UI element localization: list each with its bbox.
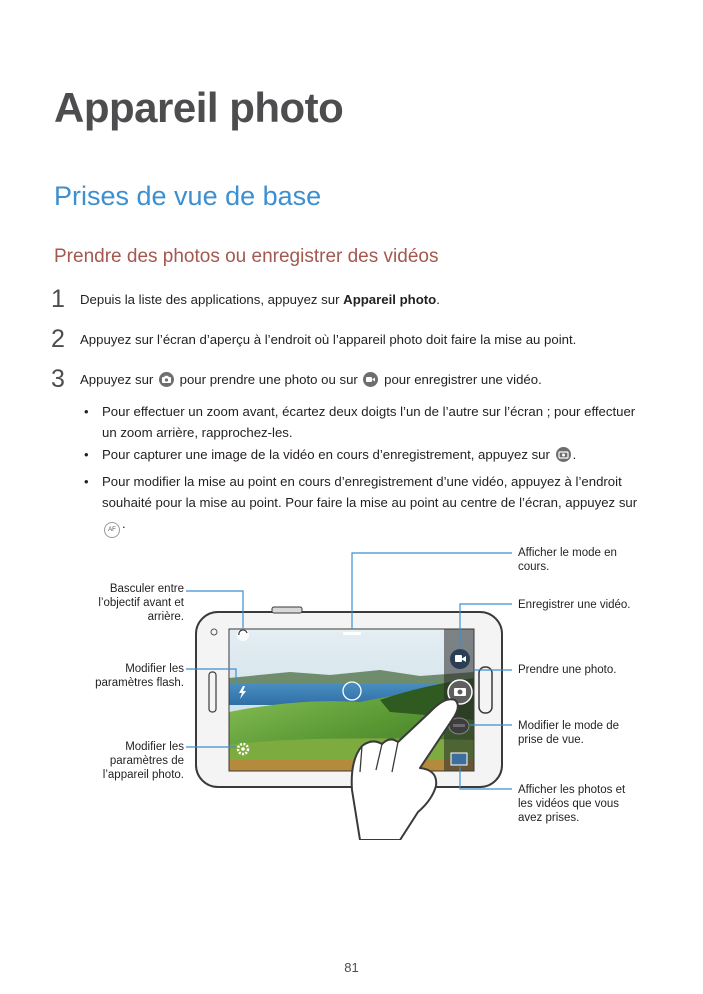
bullet-dot: • — [84, 474, 89, 489]
step-text: Appuyez sur l’écran d’aperçu à l’endroit où l’appareil photo doit faire la mise au point. — [80, 332, 577, 347]
step-number: 3 — [51, 365, 65, 393]
callout-shooting-mode: Modifier le mode de prise de vue. — [518, 720, 619, 746]
callout-mode: Afficher le mode en cours. — [518, 547, 617, 573]
callout-flash: Modifier les paramètres flash. — [95, 663, 184, 689]
autofocus-icon: AF — [104, 522, 120, 538]
bullet-text: Pour effectuer un zoom avant, écartez deux doigts l’un de l’autre sur l’écran ; pour effectuer un zoom arrière, rapprochez-les. — [102, 404, 636, 440]
switch-camera-icon[interactable] — [237, 629, 249, 641]
gallery-thumbnail[interactable] — [451, 753, 467, 765]
video-camera-icon — [363, 372, 378, 387]
camera-icon — [159, 372, 174, 387]
callout-photo: Prendre une photo. — [518, 664, 617, 676]
callout-record: Enregistrer une vidéo. — [518, 599, 631, 611]
section-title: Prises de vue de base — [54, 181, 322, 211]
capture-frame-icon — [556, 447, 571, 462]
bullet-dot: • — [84, 447, 89, 462]
mode-indicator — [343, 632, 361, 635]
step-text: Depuis la liste des applications, appuyez sur Appareil photo. — [80, 292, 440, 307]
chapter-title: Appareil photo — [54, 84, 344, 131]
step-number: 2 — [51, 325, 65, 353]
bullet-text: Pour capturer une image de la vidéo en cours d’enregistrement, appuyez sur . — [102, 447, 577, 462]
callout-settings: Modifier les paramètres de l’appareil photo. — [102, 741, 184, 781]
app-name: Appareil photo — [343, 292, 437, 307]
callout-gallery: Afficher les photos et les vidéos que vous avez prises. — [518, 784, 626, 824]
record-video-button[interactable] — [450, 649, 470, 669]
page-number: 81 — [344, 960, 359, 975]
step-number: 1 — [51, 285, 65, 313]
bullet-dot: • — [84, 404, 89, 419]
step-text: Appuyez sur pour prendre une photo ou sur pour enregistrer une vidéo. — [80, 372, 542, 387]
subsection-title: Prendre des photos ou enregistrer des vidéos — [54, 246, 439, 267]
bullet-text: Pour modifier la mise au point en cours d’enregistrement d’une vidéo, appuyez à l’endroit souhaité pour la mise au point. Pour faire la mise au point au centre de l’écran, appuyez sur AF . — [102, 471, 647, 538]
callout-switch-lens: Basculer entre l’objectif avant et arrière. — [98, 583, 184, 623]
